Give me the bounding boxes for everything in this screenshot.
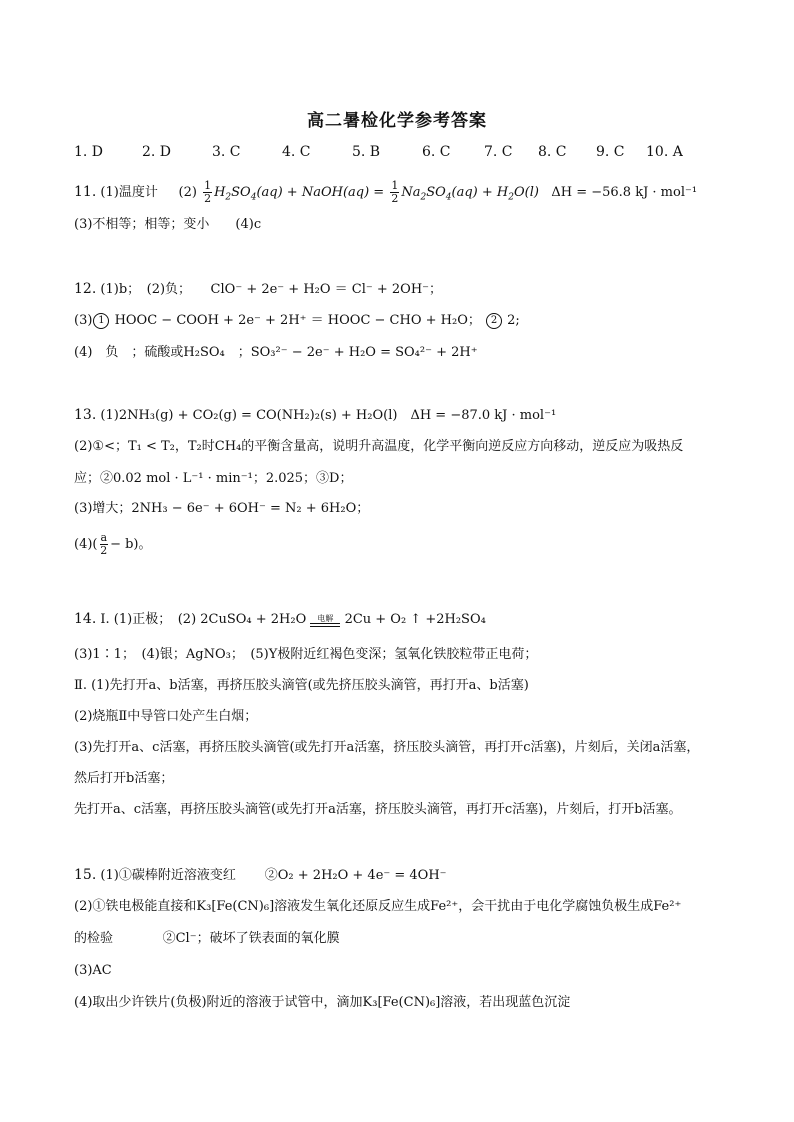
- q12-equation: HOOC − COOH + 2e⁻ + 2H⁺ ＝ HOOC − CHO + H₂O；: [114, 313, 481, 328]
- mc-answer: 3. C: [212, 144, 241, 160]
- q15-part1b: ②O₂ + 2H₂O + 4e⁻ = 4OH⁻: [264, 868, 447, 883]
- circled-number: 1: [93, 313, 109, 329]
- q14-line1: [74, 610, 486, 629]
- q13-line4: (3)增大；2NH₃ − 6e⁻ + 6OH⁻ = N₂ + 6H₂O；: [74, 501, 370, 516]
- q13-line2: (2)①<；T₁ < T₂，T₂时CH₄的平衡含量高，说明升高温度，化学平衡向逆反应方向移动，逆反应为吸热反: [74, 439, 684, 454]
- mc-answer: 6. C: [422, 144, 451, 160]
- question-number: 15.: [74, 867, 97, 883]
- q13-line3: 应；②0.02 mol · L⁻¹ · min⁻¹；2.025；③D；: [74, 471, 353, 486]
- q13-part4-label: (4)(: [74, 537, 98, 552]
- q13-line1: [74, 406, 556, 425]
- fraction: [100, 532, 109, 557]
- q11-line1: [74, 180, 697, 207]
- q13-part4-rest: − b)。: [110, 537, 152, 552]
- q14-line5: (3)先打开a、c活塞，再挤压胶头滴管(或先打开a活塞，挤压胶头滴管，再打开c活塞)，片刻后，关闭a活塞，: [74, 740, 700, 755]
- q15-part1a: (1)①碳棒附近溶液变红: [100, 868, 236, 883]
- q14-line4: (2)烧瓶Ⅱ中导管口处产生白烟；: [74, 709, 258, 724]
- q15-line4: (3)AC: [74, 963, 112, 978]
- q15-line2: (2)①铁电极能直接和K₃[Fe(CN)₆]溶液发生氧化还原反应生成Fe²⁺，会干扰由于电化学腐蚀负极生成Fe²⁺: [74, 899, 682, 914]
- q11-equation: $\frac{1}{2}$ $H_2SO_4(aq)$ + NaOH(aq) = $\frac{1}{2}$ $Na_2SO_4(aq) + H_2O(l)$: [204, 179, 539, 205]
- mc-answer: 9. C: [596, 144, 625, 160]
- page-title: 高二暑检化学参考答案: [307, 111, 487, 131]
- circled-number: 2: [486, 313, 502, 329]
- q14-line7: 先打开a、c活塞，再挤压胶头滴管(或先打开a活塞，挤压胶头滴管，再打开c活塞)，片刻后，打开b活塞。: [74, 802, 682, 817]
- q14-equation-left: Ⅰ. (1)正极； (2) 2CuSO₄ + 2H₂O: [100, 612, 307, 627]
- q12-line1: [74, 280, 442, 299]
- question-number: 11.: [74, 184, 97, 200]
- q12-line2: [74, 312, 520, 330]
- q15-line3: [74, 930, 340, 948]
- mc-answer: 8. C: [538, 144, 567, 160]
- q11-line2: (3)不相等；相等；变小 (4)c: [74, 217, 262, 232]
- fraction-denominator: 2: [100, 544, 108, 557]
- question-number: 13.: [74, 407, 97, 423]
- mc-answer: 5. B: [352, 144, 381, 160]
- q12-line3: (4) 负 ；硫酸或H₂SO₄ ；SO₃²⁻ − 2e⁻ + H₂O = SO₄²⁻ + 2H⁺: [74, 345, 478, 360]
- q13-line5: [74, 532, 151, 557]
- fraction: $\frac{1}{2}$: [204, 179, 212, 205]
- mc-answer: 2. D: [142, 144, 172, 160]
- q13-equation: (1)2NH₃(g) + CO₂(g) = CO(NH₂)₂(s) + H₂O(l) ΔH = −87.0 kJ · mol⁻¹: [100, 408, 557, 423]
- q11-enthalpy: ΔH = −56.8 kJ · mol⁻¹: [551, 185, 698, 200]
- q12-line1-text: (1)b； (2)负； ClO⁻ + 2e⁻ + H₂O ＝ Cl⁻ + 2OH⁻；: [100, 282, 443, 297]
- electrolysis-condition: [310, 615, 340, 627]
- q14-line6: 然后打开b活塞；: [74, 771, 174, 786]
- question-number: 14.: [74, 611, 97, 627]
- q11-part2-label: (2): [178, 185, 197, 200]
- mc-answer: 4. C: [282, 144, 311, 160]
- q14-line3: Ⅱ. (1)先打开a、b活塞，再挤压胶头滴管(或先挤压胶头滴管，再打开a、b活塞): [74, 678, 529, 693]
- q15-line3b: ②Cl⁻；破坏了铁表面的氧化膜: [162, 931, 340, 946]
- q12-part3-label: (3): [74, 313, 93, 328]
- mc-answer: 1. D: [74, 144, 104, 160]
- mc-answer: 10. A: [646, 144, 683, 160]
- mc-answer: 7. C: [484, 144, 513, 160]
- question-number: 12.: [74, 281, 97, 297]
- fraction-numerator: a: [100, 531, 108, 544]
- q15-line5: (4)取出少许铁片(负极)附近的溶液于试管中，滴加K₃[Fe(CN)₆]溶液，若出现蓝色沉淀: [74, 995, 571, 1010]
- q12-answer: 2;: [507, 313, 520, 328]
- fraction: $\frac{1}{2}$: [391, 179, 399, 205]
- q15-line1: [74, 866, 447, 885]
- q14-equation-right: 2Cu + O₂ ↑ +2H₂SO₄: [344, 612, 486, 627]
- q11-part1: (1)温度计: [100, 185, 158, 200]
- q15-line3a: 的检验: [74, 931, 114, 946]
- condition-label: 电解: [317, 614, 334, 623]
- q14-line2: (3)1∶1； (4)银；AgNO₃； (5)Y极附近红褐色变深；氢氧化铁胶粒带正电荷；: [74, 647, 538, 662]
